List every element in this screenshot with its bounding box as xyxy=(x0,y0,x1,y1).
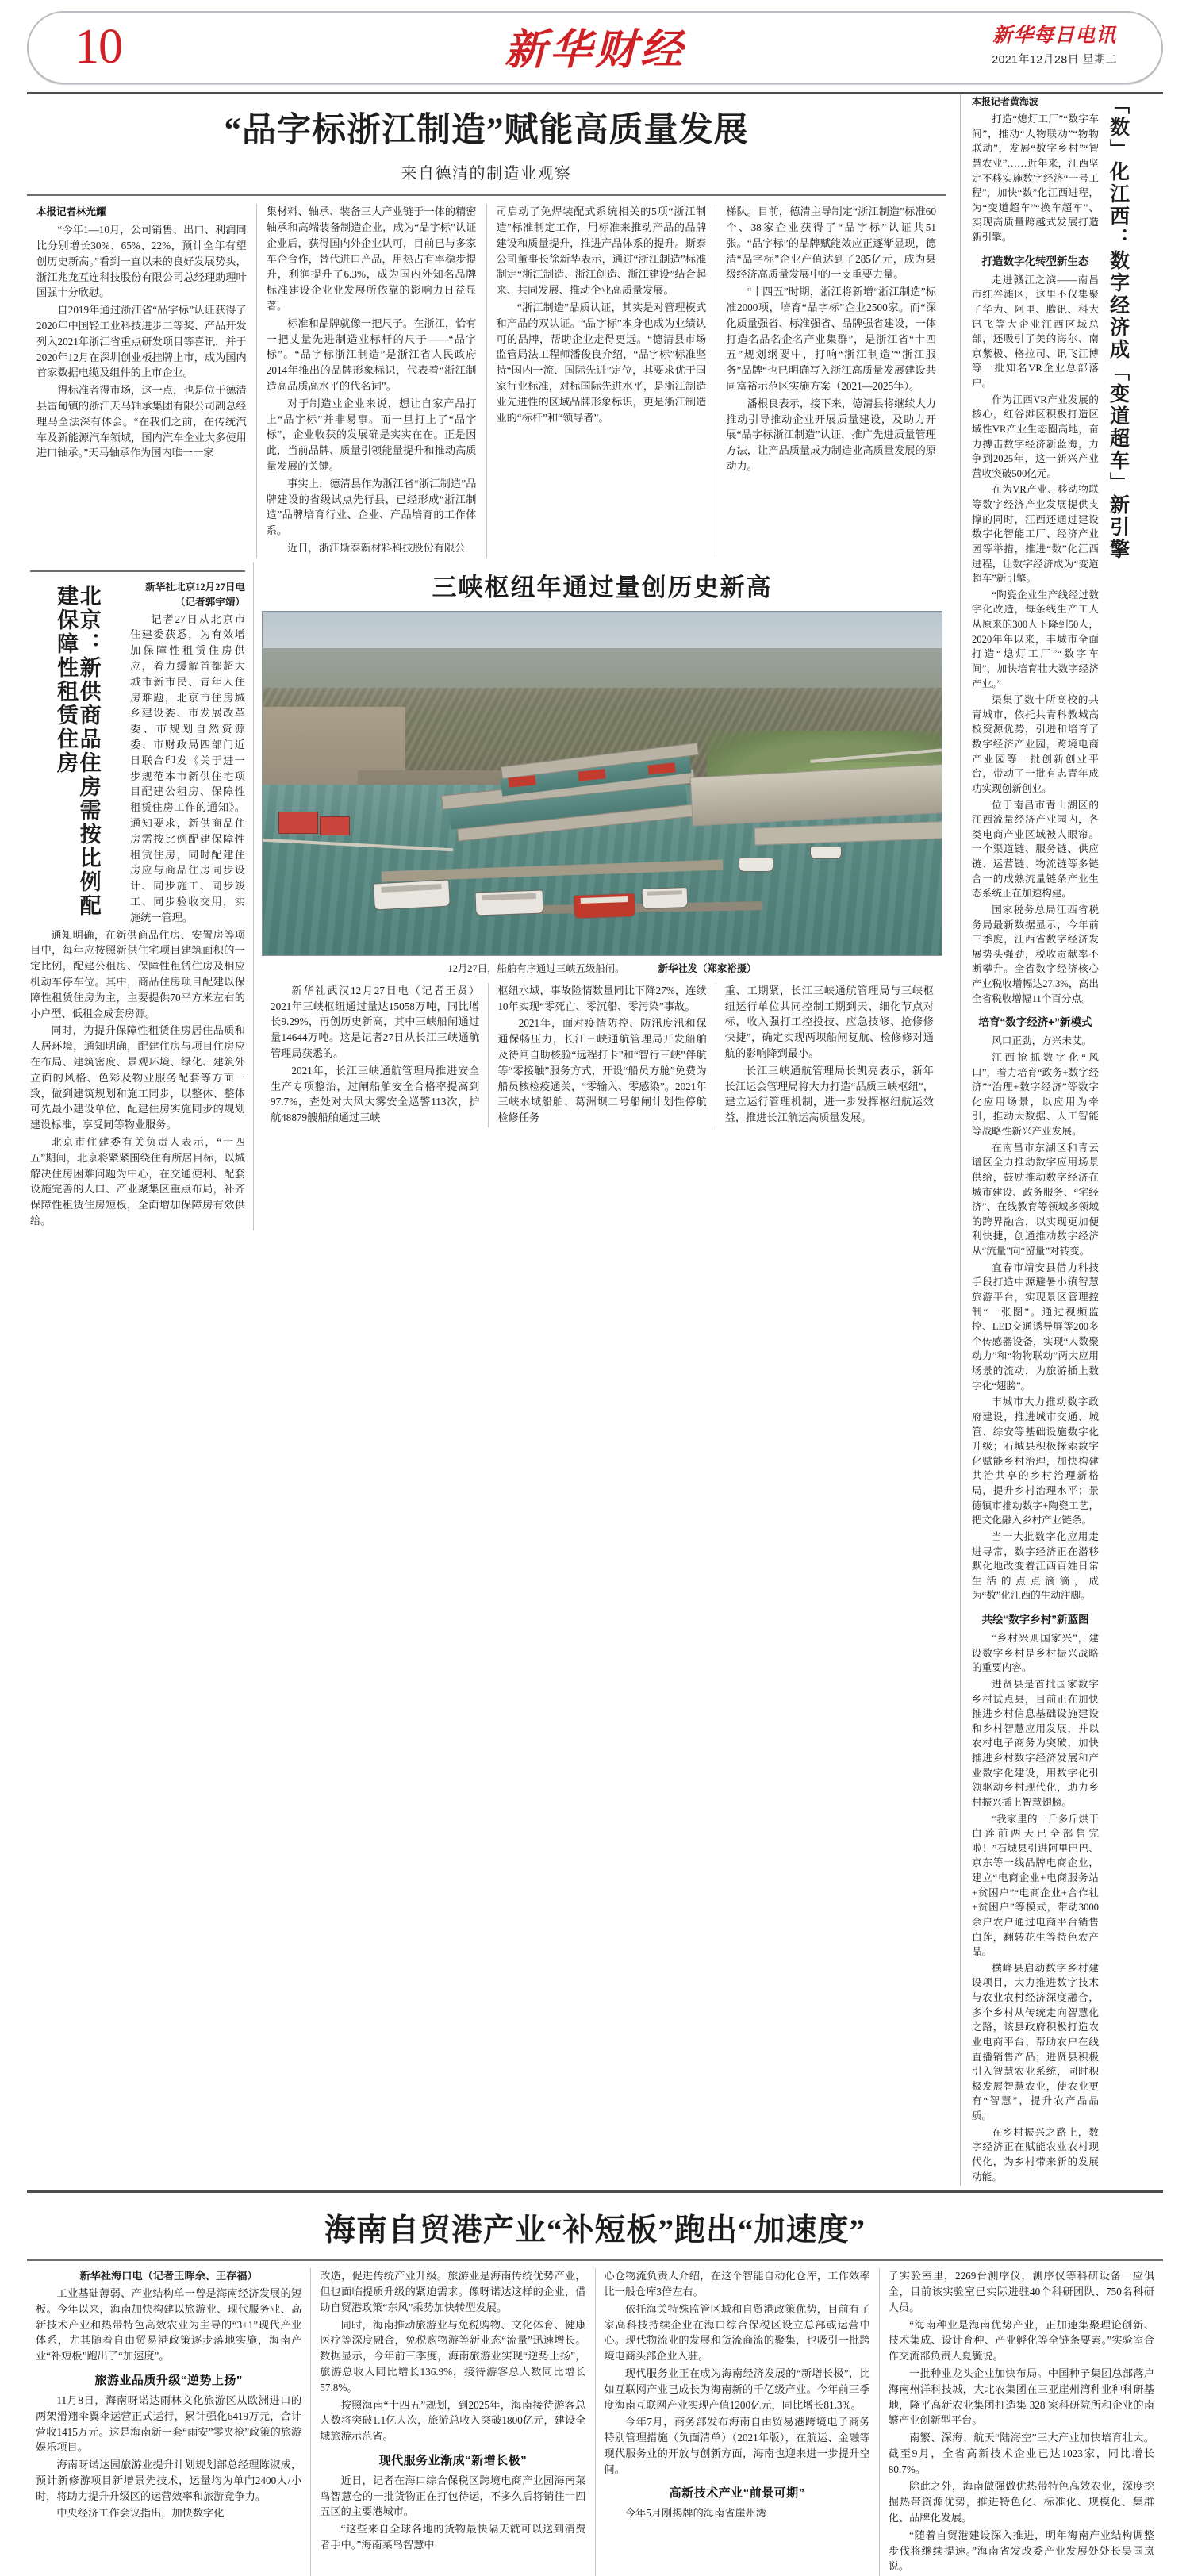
paragraph: 北京市住建委有关负责人表示，“十四五”期间，北京将紧紧围绕住有所居目标，以城解决住房困难问题为中心，在交通便利、配套设施完善的人口、产业聚集区重点布局，补齐保障性租赁住房短板，全面增加保障房有效供给。 xyxy=(30,1135,245,1227)
photo-credit: 新华社发（郑家裕摄） xyxy=(658,962,757,974)
jiangxi-vertical-headline: 「数」化江西：数字经济成「变道超车」新引擎 xyxy=(1107,94,1129,561)
hainan-story xyxy=(22,2190,1168,2576)
paragraph: 渠集了数十所高校的共青城市，依托共青科教城高校资源优势，引进和培育了数字经济产业园，跨境电商产业园等一批创新创业平台，带动了一批有志青年成功实现创新创业。 xyxy=(972,694,1099,794)
hainan-divider xyxy=(27,2259,1163,2261)
paragraph: “这些来自全球各地的货物最快隔天就可以送到消费者手中。”海南菜鸟智慧中 xyxy=(320,2523,586,2551)
section-title: 新华财经 xyxy=(505,27,685,74)
beijing-vertical-headline: 北京：新供商品住房需按比例配建保障性租赁住房 xyxy=(54,584,101,918)
hainan-columns xyxy=(27,2268,1163,2576)
newspaper-page xyxy=(0,11,1190,2573)
paragraph: 记者27日从北京市住建委获悉，为有效增加保障性租赁住房供应，着力缓解首都超大城市新市民、青年人住房难题，北京市住房城乡建设委、市发展改革委、市规划自然资源委、市财政局四部门近日联合印发《关于进一步规范本市新供住宅项目配建公租房、保障性租赁住房工作的通知》。通知要求，新供商品住房需按比例配建保障性租赁住房，同时配建住房应与商品住房同步设计、同步施工、同步竣工、同步验收交用，实施统一管理。 xyxy=(130,612,245,923)
paragraph: 在南昌市东湖区和青云谱区全力推动数字应用场景供给，鼓励推动数字经济在城市建设、政务服务、“宅经济”、在线教育等领域多领域的跨界融合，以实现更加便利快捷，创通推动数字经济从“流量”向“留量”对转变。 xyxy=(972,1142,1099,1257)
paragraph: “乡村兴则国家兴”，建设数字乡村是乡村振兴战略的重要内容。 xyxy=(972,1633,1099,1674)
paragraph: 通知明确，在新供商品住房、安置房等项目中，每年应按照新供住宅项目建筑面积的一定比例，配建公租房、保障性租赁住房及相应机动车停车位。其中，商品住房项目配建以保障性租赁住房为主，主要提供70平方米左右的小户型、低租金成套房源。 xyxy=(30,928,245,1019)
jiangxi-vertical-headline-wrap xyxy=(1107,94,1168,2186)
paragraph: 一批种业龙头企业加快布局。中国种子集团总部落户海南州洋科技城，大北农集团在三亚崖州湾种业种科研基地，隆平高新农业集团打造集 328 家科研院所和企业的南繁产业创新型平台。 xyxy=(888,2367,1154,2427)
paragraph: “浙江制造”品质认证，其实是对管理模式和产品的双认证。“品字标”本身也成为业绩认可的品牌，帮助企业走得更远。“德清县市场监管局法工程师潘俊良介绍，“品字标”标准坚持“国内一流、国际先进”定位，其要求优于国家行业标准，对标国际先进水平，是浙江制造业先进性的区域品牌形象标识，更是浙江制造业的“标杆”和“领导者”。 xyxy=(496,301,707,424)
paragraph: 进贤县是首批国家数字乡村试点县，目前正在加快推进乡村信息基础设施建设和乡村智慧应用发展，并以农村电子商务为突破，加快推进乡村数字经济发展和产业数字化建设，用数字化引领驱动乡村现代化，助力乡村振兴插上智慧翅膀。 xyxy=(972,1678,1099,1808)
paragraph: 自2019年通过浙江省“品字标”认证获得了2020年中国轻工业科技进步二等奖、产品开发列入2021年浙江省重点研发项目等喜讯，并于2020年12月在深圳创业板挂牌上市，成为国内首家数据电缆及组件的上市企业。 xyxy=(36,304,247,379)
paragraph: 长江三峡通航管理局长凯亮表示，新年长江运会管理局将大力打造“品质三峡枢纽”，建立运行管理机制，进一步发挥枢纽航运效益，推进长江航运高质量发展。 xyxy=(724,1064,934,1124)
paragraph: 工业基础薄弱、产业结构单一曾是海南经济发展的短板。今年以来，海南加快构建以旅游业、现代服务业、高新技术产业和热带特色高效农业为主导的“3+1”现代产业体系，尤其随着自由贸易港政策逐步落地实施，海南产业“补短板”跑出了“加速度”。 xyxy=(36,2286,302,2363)
paragraph: 依托海关特殊监管区域和自贸港政策优势，目前有了家高科技持续企业在海口综合保税区设立总部或运营中心。现代物流业的发展和货流商流的聚集，也吸引一批跨境电商头部企业入驻。 xyxy=(604,2302,870,2363)
lead-subtitle: 来自德清的制造业观察 xyxy=(401,165,572,183)
paragraph: 近日，浙江斯泰新材料科技股份有限公 xyxy=(287,542,466,555)
paragraph: 现代服务业正在成为海南经济发展的“新增长极”，比如互联网产业已成长为海南新的千亿级产业。今年前三季度海南互联网产业实现产值1200亿元，同比增长81.3%。 xyxy=(604,2367,870,2411)
paragraph: 中央经济工作会议指出，加快数字化 xyxy=(56,2507,225,2520)
lead-headline: “品字标浙江制造”赋能高质量发展 xyxy=(224,112,749,149)
jiangxi-section-title-1: 打造数字化转型新生态 xyxy=(981,255,1089,267)
lead-byline: 本报记者林光耀 xyxy=(36,206,106,218)
hainan-subhead-3: 高新技术产业“前景可期” xyxy=(669,2486,805,2501)
beijing-box xyxy=(30,570,245,927)
photo-caption-row xyxy=(262,961,942,975)
photo-feature-title: 三峡枢纽年通过量创历史新高 xyxy=(432,573,773,601)
page-number: 10 xyxy=(75,19,122,74)
paragraph: 作为江西VR产业发展的核心，红谷滩区积极打造区域性VR产业生态圈高地，奋力搏击数字经济新蓝海，力争到2025年，这一新兴产业营收突破500亿元。 xyxy=(972,394,1099,479)
paragraph: 位于南昌市青山湖区的江西流量经济产业园内，各类电商产业区域被人眼帘。一个渠道链、服务链、供应链、运营链、物流链等多链合一的成熟流量链条产业生态系统正在加速构建。 xyxy=(972,799,1099,900)
paragraph: 潘根良表示，接下来，德清县将继续大力推动引导推动企业开展质量建设，及助力开展“品字标浙江制造”认证，推广先进质量管理方法，让产品质量成为制造业高质量发展的原动力。 xyxy=(726,397,936,473)
paragraph: 标准和品牌就像一把尺子。在浙江，恰有一把丈量先进制造业标杆的尺子——“品字标”。“品字标浙江制造”是浙江省人民政府2014年推出的品牌形象标识，代表着“浙江制造高品质高水平的代名词”。 xyxy=(266,317,477,393)
paragraph: 新华社武汉12月27日电（记者王贤）2021年三峡枢纽通过量达15058万吨，同比增长9.29%，再创历史新高，其中三峡船闸通过量14644万吨。这是记者27日从长江三峡通航管理局获悉的。 xyxy=(271,984,480,1060)
paragraph: 2021年，长江三峡通航管理局推进安全生产专项整治，过闸船舶安全合格率提高到97.7%，查处对大风大雾安全巡警113次，护航48879艘船舶通过三峡 xyxy=(271,1064,480,1124)
secondary-row xyxy=(22,562,950,1230)
jiangxi-byline: 本报记者黄海波 xyxy=(972,96,1039,107)
sanxia-column-1 xyxy=(262,983,488,1127)
paragraph: 风口正劲，方兴未艾。 xyxy=(992,1035,1092,1047)
paragraph: 江西抢抓数字化“风口”，着力培育“政务+数字经济”“治理+数字经济”等数字化应用场景，以应用为牵引，推动大数据、人工智能等战略性新兴产业发展。 xyxy=(972,1051,1099,1137)
paragraph: 丰城市大力推动数字政府建设，推进城市交通、城管、综安等基础设施数字化升级；石城县积极探索数字化赋能乡村治理，加快构建共治共享的乡村治理新格局，提升乡村治理水平；景德镇市推动数字+陶瓷工艺，把文化融入乡村产业链条。 xyxy=(972,1396,1099,1526)
paragraph: “陶瓷企业生产线经过数字化改造，每条线生产工人从原来的300人下降到50人，2020年年以来，丰城市全面打造“熄灯工厂”“数字车间”，加快培育壮大数字经济产业。” xyxy=(972,589,1099,689)
paragraph: 得标准者得市场，这一点，也是位于德清县雷甸镇的浙江天马轴承集团有限公司副总经理马全法深有体会。“在我们之前，在传统汽车及新能源汽车领域，国内汽车企业大多使用进口轴承。”天马轴承作为国内唯一一家 xyxy=(36,384,247,459)
paragraph: 除此之外，海南做强做优热带特色高效农业，深度挖掘热带资源优势，推进特色化、标准化、规模化、集群化、品牌化发展。 xyxy=(888,2480,1154,2524)
hainan-headline: 海南自贸港产业“补短板”跑出“加速度” xyxy=(324,2213,866,2248)
hainan-column-1 xyxy=(27,2268,310,2576)
sanxia-column-2 xyxy=(488,983,715,1127)
masthead xyxy=(27,11,1163,84)
paragraph: 在乡村振兴之路上，数字经济正在赋能农业农村现代化，为乡村带来新的发展动能。 xyxy=(972,2126,1099,2182)
jiangxi-top xyxy=(972,94,1168,2186)
masthead-right xyxy=(992,25,1117,67)
paragraph: 国家税务总局江西省税务局最新数据显示，今年前三季度，江西省数字经济发展势头强劲，税收贡献率不断攀升。全省数字经济核心产业税收增幅达27.3%，高出全省税收增幅11个百分点。 xyxy=(972,904,1099,1004)
paragraph: 打造“熄灯工厂”“数字车间”，推动“人物联动”“物物联动”，发展“数字乡村”“智慧农业”……近年来，江西坚定不移实施数字经济“一号工程”，加快“数”化江西进程，为“变道超车”“换车超车”、实现高质量跨越式发展打造新引擎。 xyxy=(972,113,1099,243)
publication-date: 2021年12月28日 星期二 xyxy=(992,52,1117,66)
paragraph: 司启动了免焊装配式系统相关的5项“浙江制造”标准制定工作，用标准来推动产品的品牌建设和质量提升，推进产品体系的提升。斯泰公司董事长徐新华表示，通过“浙江制造”标准制定“浙江制造、浙江创造、浙江建设”结合起来、共同发展、推动企业高质量发展。 xyxy=(496,205,707,297)
paragraph: 当一大批数字化应用走进寻常，数字经济正在潜移默化地改变着江西百姓日常生活的点点滴滴，成为“数”化江西的生动注脚。 xyxy=(972,1530,1099,1602)
paragraph: 同时，为提升保障性租赁住房居住品质和人居环境，通知明确，配建住房与项目住房应在布局、建筑密度、景观环境、绿化、建筑外立面的风格、色彩及物业服务配套等方面一致，做到建筑规划和施工同步，以整体、整体可先最小建设单位、配建住房实施同步的规划建设标准，享受同等物业服务。 xyxy=(30,1024,245,1131)
sanxia-column-3 xyxy=(716,983,942,1127)
paragraph: 南繁、深海、航天“陆海空”三大产业加快培育壮大。截至9月，全省高新技术企业已达1023家，同比增长80.7%。 xyxy=(888,2432,1154,2475)
lead-columns xyxy=(27,204,946,558)
photo-feature xyxy=(254,562,950,1230)
hainan-dateline: 新华社海口电（记者王晖余、王存福） xyxy=(79,2270,258,2282)
paragraph: 重、工期紧，长江三峡通航管理局与三峡枢纽运行单位共同控制工期到天、细化节点对标，收入强打工控投技、应急技修、抢修修快捷”，确定实现两坝船闸复航、检修修对通航的影响降到最小。 xyxy=(724,984,934,1060)
paragraph: 走进赣江之滨——南昌市红谷滩区，这里不仅集聚了华为、阿里、腾讯、科大讯飞等大企业江西区域总部，还吸引了美的海尔、南京紫极、格拉司、讯飞江博等一批知名VR企业总部落户。 xyxy=(972,274,1099,389)
hainan-top-divider xyxy=(27,2190,1163,2193)
paragraph: 心仓物流负责人介绍，在这个智能自动化仓库，工作效率比一般仓库3倍左右。 xyxy=(604,2270,870,2298)
lead-column-4 xyxy=(716,204,946,558)
paragraph: 宜春市靖安县借力科技手段打造中源避暑小镇智慧旅游平台，实现景区管理控制“一张图”。通过视频监控、LED交通诱导屏等200多个传感器设备，实现“人数聚动力”和“物物联动”两大应用场景的流动，为旅游插上数字化“翅膀”。 xyxy=(972,1261,1099,1392)
hainan-subhead-1: 旅游业品质升级“逆势上扬” xyxy=(94,2373,243,2387)
lead-column-3 xyxy=(486,204,716,558)
lead-story xyxy=(22,112,950,558)
lead-divider xyxy=(27,194,946,196)
paragraph: 11月8日，海南呀诺达雨林文化旅游区从欧洲进口的两架滑翔伞翼伞运营正式运行，累计强化6419万元，合计营收1415万元。这是海南新一套“雨安”零夹枪”政策的旅游娱乐项目。 xyxy=(36,2394,302,2454)
hainan-subhead-2: 现代服务业渐成“新增长极” xyxy=(378,2453,528,2467)
paragraph: 枢纽水域，事故险情数量同比下降27%，连续10年实现“零死亡、零沉船、零污染”事故。 xyxy=(497,984,707,1012)
paragraph: 今年7月，商务部发布海南自由贸易港跨境电子商务特别管理措施（负面清单）（2021年版），在航运、金融等现代服务业的开放与创新方面，海南也迎来进一步提升空间。 xyxy=(604,2416,870,2475)
paragraph: 梯队。目前，德清主导制定“浙江制造”标准60个、38家企业获得了“品字标”认证共51张。“品字标”的品牌赋能效应正逐渐显现，德清“品字标”企业产值达到了285亿元，成为县级经济高质量发展中的一支重要力量。 xyxy=(726,205,936,281)
aerial-photo xyxy=(262,611,942,956)
sanxia-columns xyxy=(262,983,942,1127)
paragraph: 事实上，德清县作为浙江省“浙江制造”品牌建设的省级试点先行县，已经形成“浙江制造”品牌培育行业、企业、产品培育的工作体系。 xyxy=(266,477,477,537)
paragraph: “随着自贸港建设深入推进，明年海南产业结构调整步伐将继续提速。”海南省发改委产业发展处处长吴国岚说。 xyxy=(888,2528,1154,2573)
main-content-area xyxy=(22,94,950,2186)
photo-caption-text: 12月27日，船舶有序通过三峡五级船闸。 xyxy=(447,962,625,974)
hainan-column-2 xyxy=(310,2268,594,2576)
paragraph: 近日，记者在海口综合保税区跨境电商产业园海南菜鸟智慧仓的一批货物正在打包待运，不多久后将销往十四五区的主要港城市。 xyxy=(320,2474,586,2518)
paper-name: 新华每日电讯 xyxy=(992,25,1117,47)
jiangxi-section-title-2: 培育“数字经济+”新模式 xyxy=(978,1016,1092,1029)
beijing-dateline: 新华社北京12月27日电（记者郭宇靖） xyxy=(145,581,245,608)
paragraph: 子实验室里，2269台测序仪，测序仪等科研设备一应俱全，目前该实验室已实际进驻40个科研团队、750名科研人员。 xyxy=(888,2270,1154,2313)
paragraph: 同时，海南推动旅游业与免税购物、文化体育、健康医疗等深度融合，免税购物游等新业态“流量”迅速增长。数据显示，今年前三季度，海南旅游业实现“逆势上扬”，旅游总收入同比增长136.9%，接待游客总人数同比增长57.8%。 xyxy=(320,2318,586,2394)
jiangxi-story xyxy=(960,94,1168,2186)
hainan-column-4 xyxy=(879,2268,1163,2576)
paragraph: “今年1—10月，公司销售、出口、利润同比分别增长30%、65%、22%，预计全年有望创历史新高。”看到一直以来的良好发展势头，浙江兆龙互连科技股份有限公司总经理助理叶国强十分欣慰。 xyxy=(36,224,247,299)
lead-column-1 xyxy=(27,204,256,558)
hainan-column-3 xyxy=(595,2268,879,2576)
paragraph: 今年5月刚揭牌的海南省崖州湾 xyxy=(624,2507,766,2520)
beijing-vertical-headline-wrap xyxy=(30,580,124,927)
paragraph: “十四五”时期，浙江将新增“浙江制造”标准2000项，培育“品字标”企业2500家。而“深化质量强省、标准强省、品牌强省建设，一体打造名品名企名产业集群”，是浙江省“十四五”规划纲要中，打响“浙江制造”“浙江服务”品牌“也已明确写入浙江高质量发展建设共同富裕示范区实施方案（2021—2025年）。 xyxy=(726,286,936,393)
paragraph: 对于制造业企业来说，想让自家产品打上“品字标”并非易事。而一旦打上了“品字标”，企业收获的发展确是实实在在。正是因此，当前品牌、质量引领能量提升和推动高质量发展的关键。 xyxy=(266,397,477,473)
beijing-text xyxy=(124,580,245,927)
jiangxi-section-title-3: 共绘“数字乡村”新蓝图 xyxy=(981,1614,1089,1626)
paragraph: 在为VR产业、移动物联等数字经济产业发展提供支撑的同时，江西还通过建设数字化智能工厂、经济产业园等举措，推进“数”化江西进程，让数字经济成为“变道超车”新引擎。 xyxy=(972,484,1099,585)
paragraph: 改造，促进传统产业升级。旅游业是海南传统优势产业，但也面临提质升级的紧迫需求。像呀诺达这样的企业，借助自贸港政策“东风”乘势加快转型发展。 xyxy=(320,2270,586,2313)
beijing-story xyxy=(22,562,254,1230)
paragraph: 集材料、轴承、装备三大产业链于一体的精密轴承和高端装备制造企业，成为“品字标”认证企业后，获得国内外企业认可，目前已与多家车企合作，替代进口产品，用热占有率稳步提升，利润提升了6.3%，成为国内外知名品牌标准建设企业业发展所依靠的影响力日益显著。 xyxy=(266,205,477,313)
paragraph: 横峰县启动数字乡村建设项目，大力推进数字技术与农业农村经济深度融合，多个乡村从传统走向智慧化之路，该县政府积极打造农业电商平台、帮助农户在线直播销售产品；进贤县积极引入智慧农业系统，同时积极发展智慧农业，使农业更有“智慧”，提升农产品品质。 xyxy=(972,1962,1099,2121)
paragraph: 2021年，面对疫情防控、防汛度汛和保通保畅压力，长江三峡通航管理局开发船舶及待闸自助核验“远程打卡”和“智行三峡”伴航等“零接触”服务方式，开设“船员方舱”免费为船员核检疫通关，“零输入、零感染”。2021年三峡水域船舶、葛洲坝二号船闸计划性停航检修任务 xyxy=(497,1017,707,1124)
lead-column-2 xyxy=(256,204,486,558)
paragraph: 海南呀诺达园旅游业提升计划规划部总经理陈淑成，预计新修游项目新增景先技术，运量均为单向2400人/小时，将助力提升升级区的运营效率和旅游竞争力。 xyxy=(36,2459,302,2502)
jiangxi-text xyxy=(972,94,1107,2186)
paragraph: “海南种业是海南优势产业，正加速集聚理论创新、技术集成、设计育种、产业孵化等全链条要素。”实验室合作交流部负责人夏毓说。 xyxy=(888,2318,1154,2363)
page-body xyxy=(22,94,1168,2186)
paragraph: 按照海南“十四五”规划，到2025年，海南接待游客总人数将突破1.1亿人次，旅游总收入突破1800亿元，建设全域旅游示范省。 xyxy=(320,2398,586,2443)
paragraph: “我家里的一斤多斤烘干白莲前两天已全部售完啦！”石城县引进阿里巴巴、京东等一线品牌电商企业，建立“电商企业+电商服务站+贫困户”“电商企业+合作社+贫困户”等模式，带动3000余户农户通过电商平台销售白莲，翻转花生等特色农产品。 xyxy=(972,1813,1099,1958)
